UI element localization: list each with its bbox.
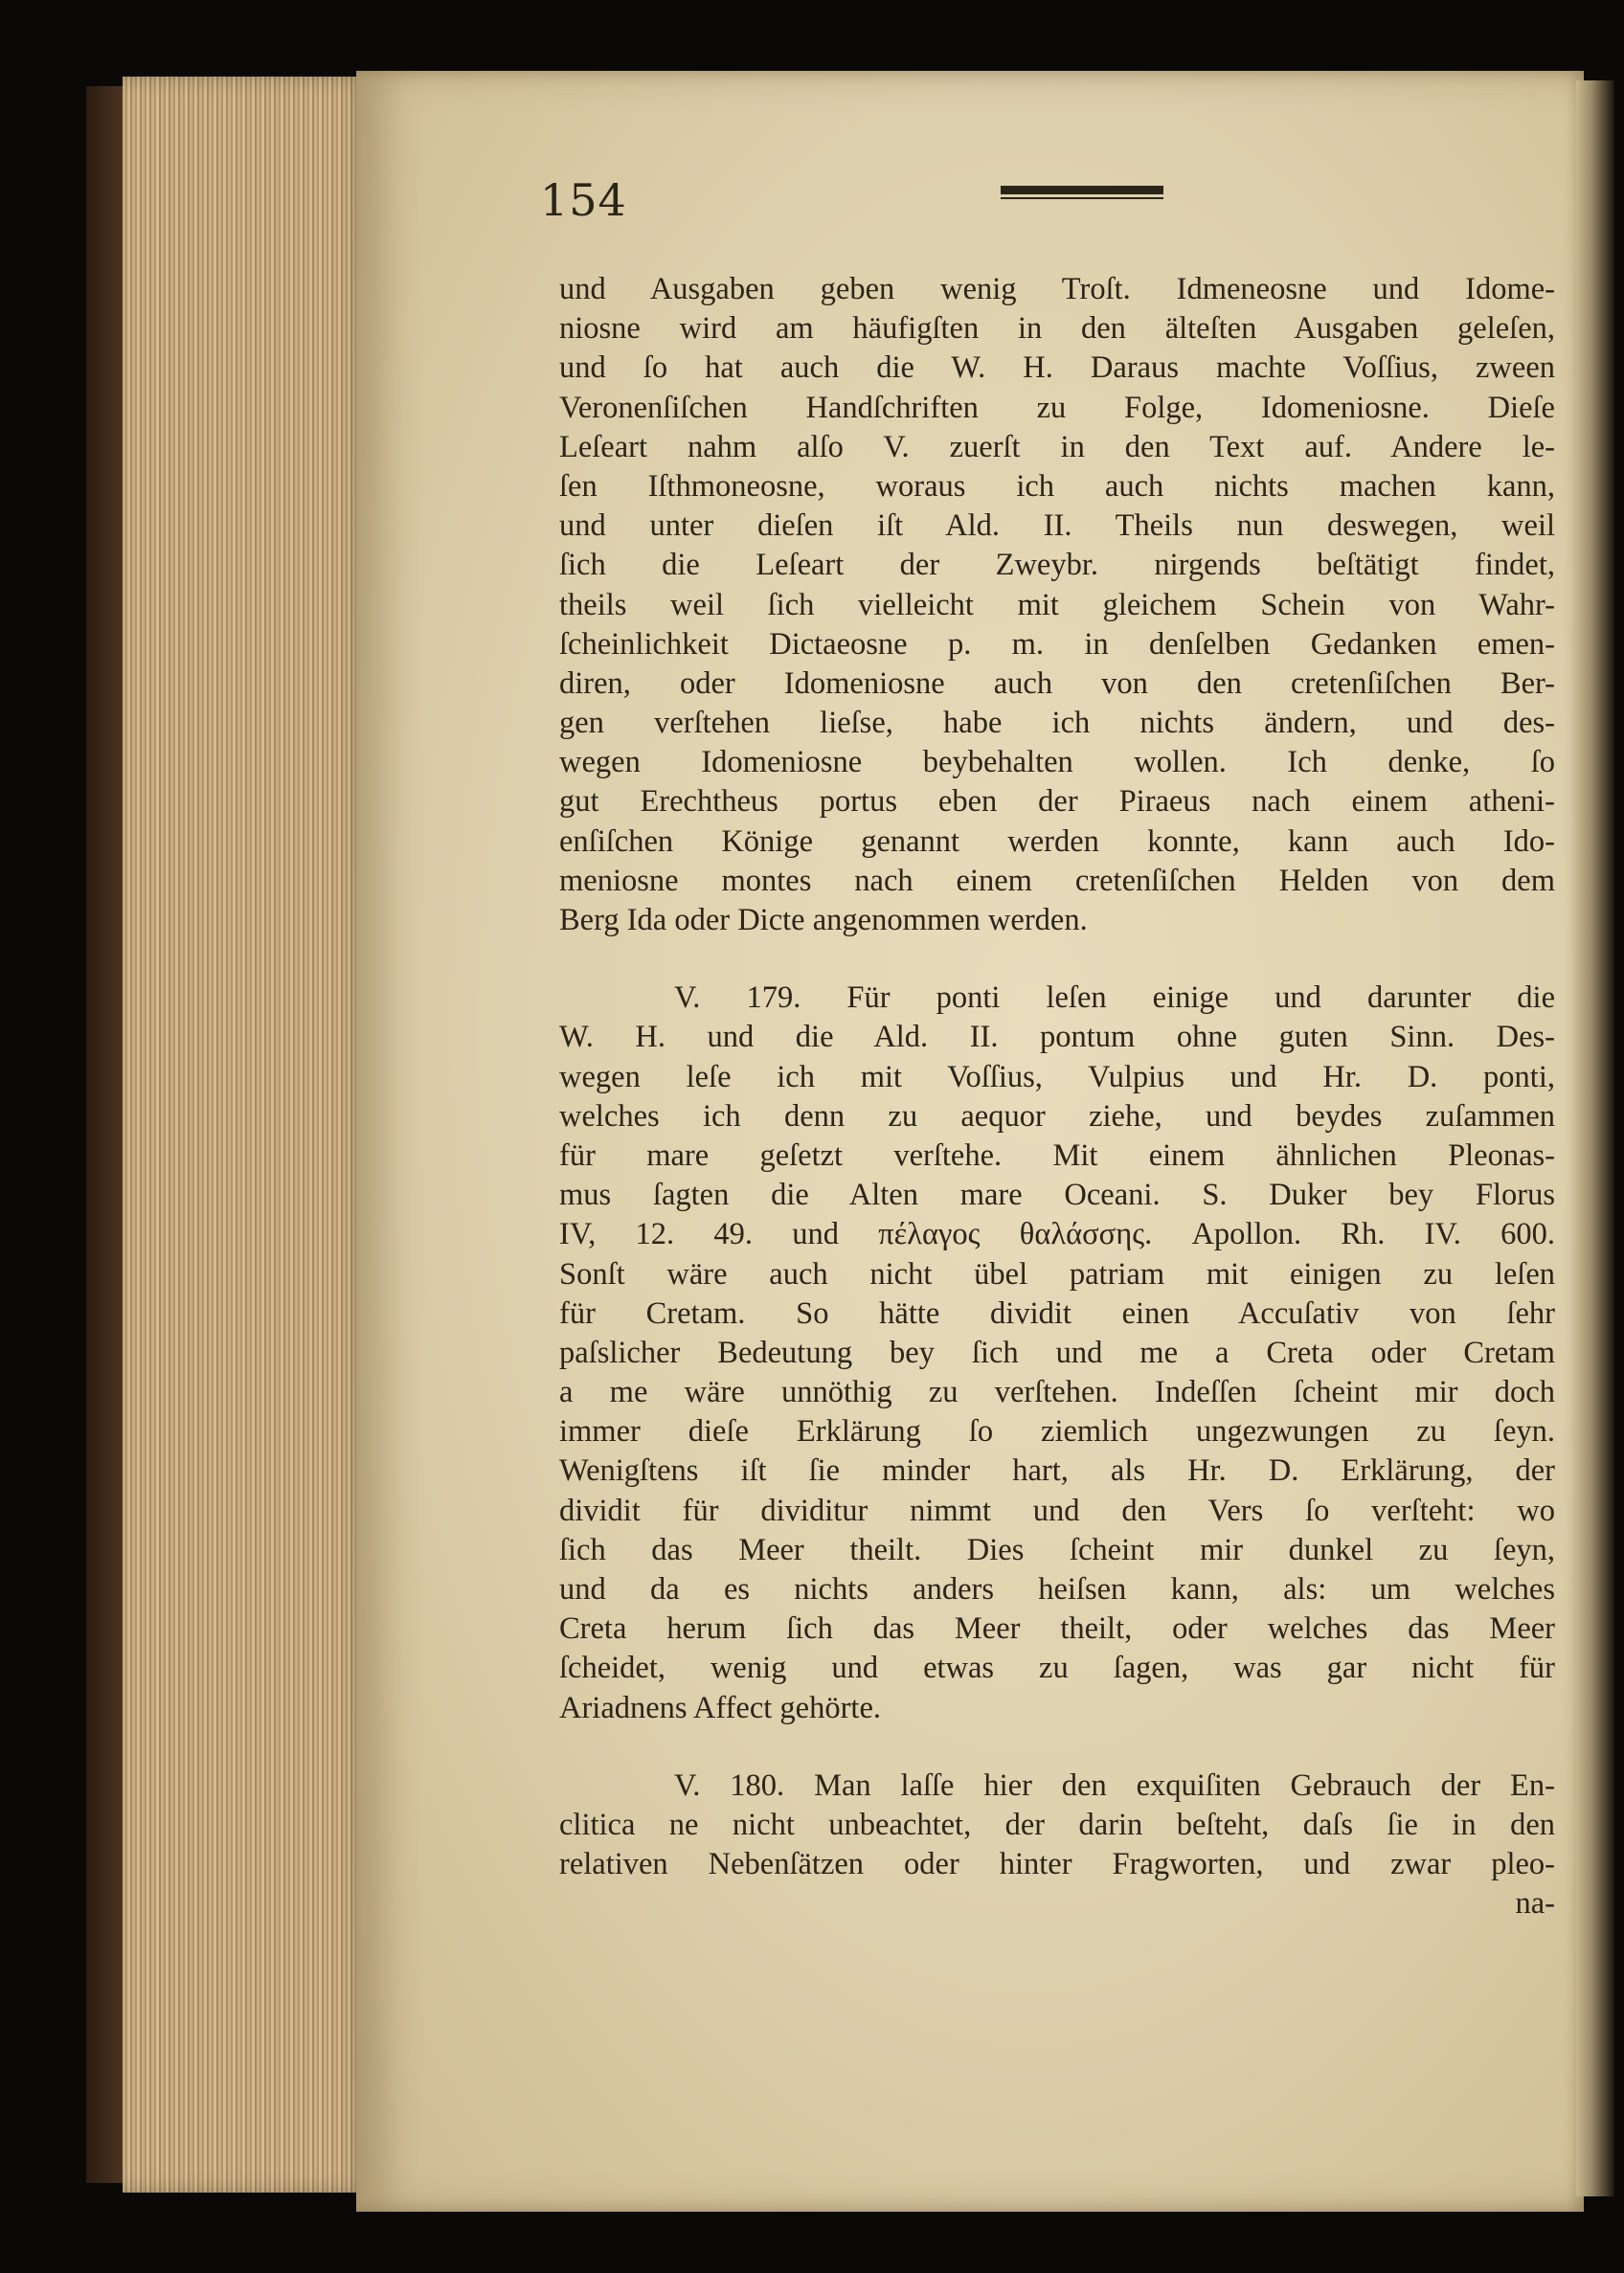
text-line: a me wäre unnöthig zu verſtehen. Indeſſen ſcheint mir doch <box>559 1375 1555 1410</box>
text-line: diren, oder Idomeniosne auch von den cretenſiſchen Ber- <box>559 665 1555 701</box>
text-line: relativen Nebenſätzen oder hinter Fragworten, und zwar pleo- <box>559 1847 1555 1882</box>
text-line: gen verſtehen lieſse, habe ich nichts ändern, und des- <box>559 706 1555 741</box>
text-line: ſich die Leſeart der Zweybr. nirgends beſtätigt findet, <box>559 548 1555 583</box>
text-line: V. 179. Für ponti leſen einige und darunter die <box>674 980 1555 1016</box>
text-line: wegen leſe ich mit Voſſius, Vulpius und Hr. D. ponti, <box>559 1059 1555 1094</box>
text-line: ſen Iſthmoneosne, woraus ich auch nichts machen kann, <box>559 468 1555 504</box>
text-line: und Ausgaben geben wenig Troſt. Idmeneosne und Idome- <box>559 272 1555 306</box>
text-line: IV, 12. 49. und πέλαγος θαλάσσης. Apollon. Rh. IV. 600. <box>559 1217 1555 1252</box>
text-line: enſiſchen Könige genannt werden konnte, kann auch Ido- <box>559 823 1555 859</box>
text-line: Leſeart nahm alſo V. zuerſt in den Text auf. Andere le- <box>559 429 1555 464</box>
text-line: Creta herum ſich das Meer theilt, oder welches das Meer <box>559 1611 1555 1647</box>
paragraph <box>559 1767 1555 1924</box>
text-line: Ariadnens Affect gehörte. <box>559 1690 882 1725</box>
text-line: niosne wird am häufigſten in den älteſten Ausgaben geleſen, <box>559 311 1555 347</box>
text-line: V. 180. Man laſſe hier den exquiſiten Gebrauch der En- <box>674 1767 1555 1803</box>
text-line: welches ich denn zu aequor ziehe, und beydes zuſammen <box>559 1098 1555 1134</box>
text-line: W. H. und die Ald. II. pontum ohne guten Sinn. Des- <box>559 1020 1555 1055</box>
text-line: dividit für dividitur nimmt und den Vers ſo verſteht: wo <box>559 1493 1555 1528</box>
text-line: gut Erechtheus portus eben der Piraeus nach einem atheni- <box>559 784 1555 820</box>
paragraph-gap <box>559 940 1555 979</box>
paragraph-gap <box>559 1728 1555 1767</box>
page-edges <box>123 77 372 2193</box>
page-number: 154 <box>540 174 627 226</box>
page-text <box>559 270 1555 1924</box>
text-line: wegen Idomeniosne beybehalten wollen. Ich denke, ſo <box>559 745 1555 780</box>
header-rule <box>1001 186 1163 194</box>
paragraph <box>559 270 1555 940</box>
text-line: paſslicher Bedeutung bey ſich und me a Creta oder Cretam <box>559 1335 1555 1370</box>
page-right-edge <box>1576 80 1614 2196</box>
text-line: Berg Ida oder Dicte angenommen werden. <box>559 903 1088 937</box>
text-line: und unter dieſen iſt Ald. II. Theils nun deswegen, weil <box>559 508 1555 544</box>
text-line: ſich das Meer theilt. Dies ſcheint mir dunkel zu ſeyn, <box>559 1532 1555 1567</box>
text-line: Veronenſiſchen Handſchriften zu Folge, Idomeniosne. Dieſe <box>559 390 1555 425</box>
text-line: immer dieſe Erklärung ſo ziemlich ungezwungen zu ſeyn. <box>559 1414 1555 1450</box>
text-line: meniosne montes nach einem cretenſiſchen Helden von dem <box>559 863 1555 898</box>
text-line: theils weil ſich vielleicht mit gleichem Schein von Wahr- <box>559 587 1555 622</box>
text-line: Sonſt wäre auch nicht übel patriam mit einigen zu leſen <box>559 1256 1555 1292</box>
text-line: für mare geſetzt verſtehe. Mit einem ähnlichen Pleonas- <box>559 1137 1555 1173</box>
paragraph <box>559 979 1555 1728</box>
text-line: und ſo hat auch die W. H. Daraus machte Voſſius, zween <box>559 350 1555 386</box>
text-line: ſcheinlichkeit Dictaeosne p. m. in denſelben Gedanken emen- <box>559 626 1555 662</box>
text-line: ſcheidet, wenig und etwas zu ſagen, was gar nicht für <box>559 1651 1555 1686</box>
text-line: und da es nichts anders heiſsen kann, als: um welches <box>559 1572 1555 1607</box>
text-line: clitica ne nicht unbeachtet, der darin beſteht, daſs ſie in den <box>559 1807 1555 1842</box>
catchword: na- <box>1515 1886 1555 1922</box>
text-line: Wenigſtens iſt ſie minder hart, als Hr. D. Erklärung, der <box>559 1453 1555 1489</box>
text-line: für Cretam. So hätte dividit einen Accuſativ von ſehr <box>559 1295 1555 1331</box>
text-line: mus ſagten die Alten mare Oceani. S. Duker bey Florus <box>559 1178 1555 1213</box>
